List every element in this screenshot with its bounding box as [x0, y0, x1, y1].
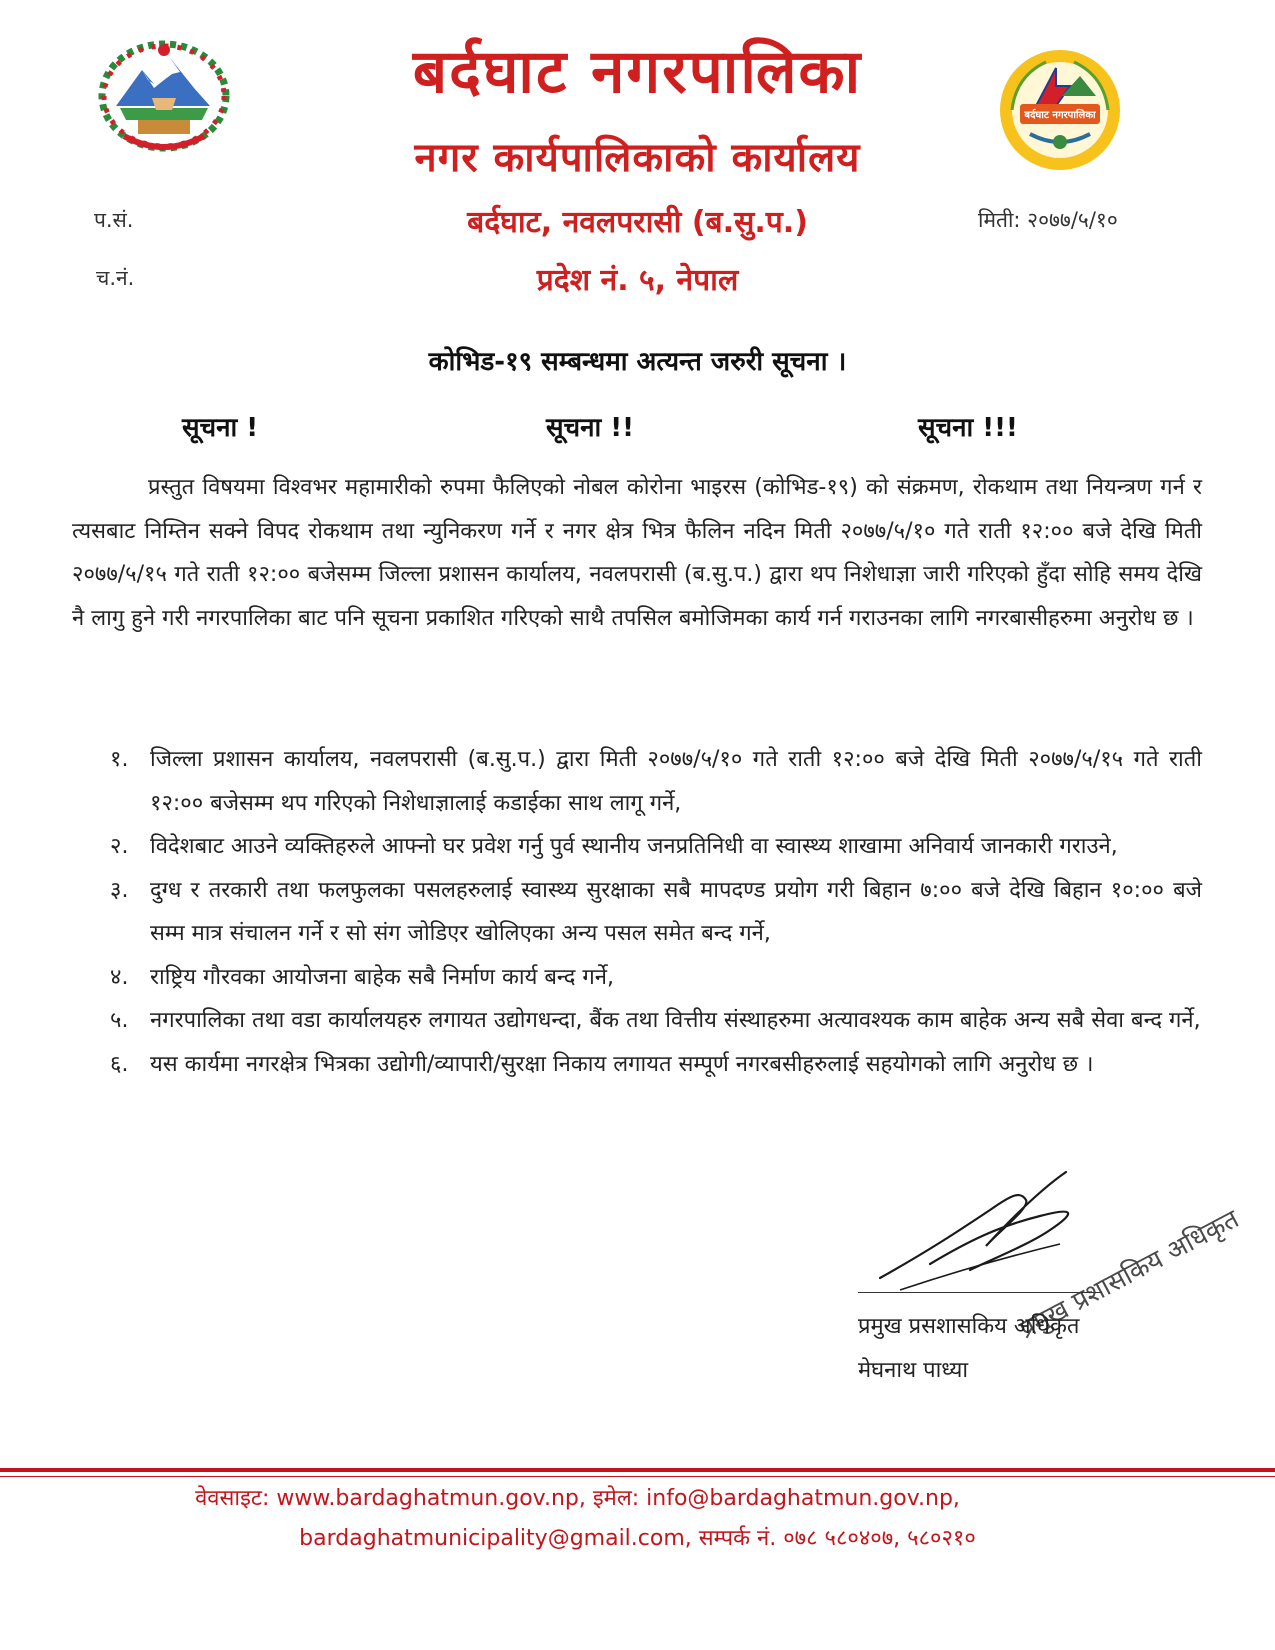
list-item-number: १.	[110, 747, 129, 772]
notice-body-paragraph: प्रस्तुत विषयमा विश्वभर महामारीको रुपमा फैलिएको नोबल कोरोना भाइरस (कोभिड-१९) को संक्रमण, रोकथाम तथा नियन्त्रण गर्न र त्यसबाट निम्तिन सक्ने विपद रोकथाम तथा न्युनिकरण गर्ने र नगर क्षेत्र भित्र फैलिन नदिन मिती २०७७/५/१० गते राती १२:०० बजे देखि मिती २०७७/५/१५ गते राती १२:०० बजेसम्म जिल्ला प्रशासन कार्यालय, नवलपरासी (ब.सु.प.) द्वारा थप निशेधाज्ञा जारी गरिएको हुँदा सोहि समय देखि नै लागु हुने गरी नगरपालिका बाट पनि सूचना प्रकाशित गरिएको साथै तपसिल बमोजिमका कार्य गर्न गराउनका लागि नगरबासीहरुमा अनुरोध छ ।	[72, 475, 1202, 631]
list-item-text: राष्ट्रिय गौरवका आयोजना बाहेक सबै निर्माण कार्य बन्द गर्ने,	[150, 964, 614, 990]
svg-text:बर्दघाट नगरपालिका: बर्दघाट नगरपालिका	[1024, 110, 1096, 121]
notice-word-3: सूचना !!!	[918, 413, 1018, 443]
list-item	[110, 956, 1202, 1000]
list-item-text: दुग्ध र तरकारी तथा फलफुलका पसलहरुलाई स्वास्थ्य सुरक्षाका सबै मापदण्ड प्रयोग गरी बिहान ७:०० बजे देखि बिहान १०:०० बजे सम्म मात्र संचालन गर्ने र सो संग जोडिएर खोलिएका अन्य पसल समेत बन्द गर्ने,	[150, 877, 1202, 946]
reference-number-label: प.सं.	[94, 208, 134, 232]
list-item-number: ६.	[110, 1051, 129, 1077]
list-item-text: नगरपालिका तथा वडा कार्यालयहरु लगायत उद्योगधन्दा, बैंक तथा वित्तीय संस्थाहरुमा अत्यावश्यक काम बाहेक अन्य सबै सेवा बन्द गर्ने,	[150, 1008, 1201, 1033]
office-address: बर्दघाट, नवलपरासी (ब.सु.प.)	[467, 205, 808, 240]
list-item	[110, 738, 1202, 825]
province-line: प्रदेश नं. ५, नेपाल	[536, 263, 739, 298]
list-item-text: विदेशबाट आउने व्यक्तिहरुले आफ्नो घर प्रवेश गर्नु पुर्व स्थानीय जनप्रतिनिधी वा स्वास्थ्य शाखामा अनिवार्य जानकारी गराउने,	[150, 834, 1118, 859]
document-date: मिती: २०७७/५/१०	[978, 208, 1118, 232]
list-item	[110, 869, 1202, 956]
list-item-text: यस कार्यमा नगरक्षेत्र भित्रका उद्योगी/व्यापारी/सुरक्षा निकाय लगायत सम्पूर्ण नगरबसीहरुलाई सहयोगको लागि अनुरोध छ ।	[150, 1051, 1094, 1077]
footer-contact-line-2: bardaghatmunicipality@gmail.com, सम्पर्क नं. ०७८ ५८०४०७, ५८०२१०	[299, 1526, 976, 1551]
signature-line	[858, 1292, 1102, 1293]
list-item-number: २.	[110, 834, 129, 859]
notice-word-2: सूचना !!	[546, 413, 635, 443]
municipality-name: बर्दघाट नगरपालिका	[412, 37, 863, 107]
list-item	[110, 825, 1202, 869]
directive-list	[110, 738, 1202, 1086]
list-item	[110, 999, 1202, 1043]
list-item	[110, 1043, 1202, 1087]
footer-divider-thin	[0, 1476, 1275, 1477]
signatory-name: मेघनाथ पाध्या	[858, 1358, 969, 1383]
office-name: नगर कार्यपालिकाको कार्यालय	[414, 135, 861, 181]
footer-divider	[0, 1468, 1275, 1472]
notice-heading: कोभिड-१९ सम्बन्धमा अत्यन्त जरुरी सूचना ।	[428, 347, 847, 377]
list-item-number: ५.	[110, 1008, 129, 1033]
list-item-text: जिल्ला प्रशासन कार्यालय, नवलपरासी (ब.सु.प.) द्वारा मिती २०७७/५/१० गते राती १२:०० बजे देखि मिती २०७७/५/१५ गते राती १२:०० बजेसम्म थप गरिएको निशेधाज्ञालाई कडाईका साथ लागू गर्ने,	[150, 747, 1202, 816]
notice-word-1: सूचना !	[182, 413, 259, 443]
svg-text:प्रमुख प्रशासकिय अधिकृत: प्रमुख प्रशासकिय अधिकृत	[1014, 1204, 1245, 1346]
list-item-number: ४.	[110, 964, 129, 990]
list-item-number: ३.	[110, 877, 129, 903]
footer-contact-line-1: वेवसाइट: www.bardaghatmun.gov.np, इमेल: info@bardaghatmun.gov.np,	[195, 1486, 960, 1511]
dispatch-number-label: च.नं.	[96, 266, 135, 290]
signatory-title: प्रमुख प्रसशासकिय अधिकृत	[858, 1314, 1080, 1339]
